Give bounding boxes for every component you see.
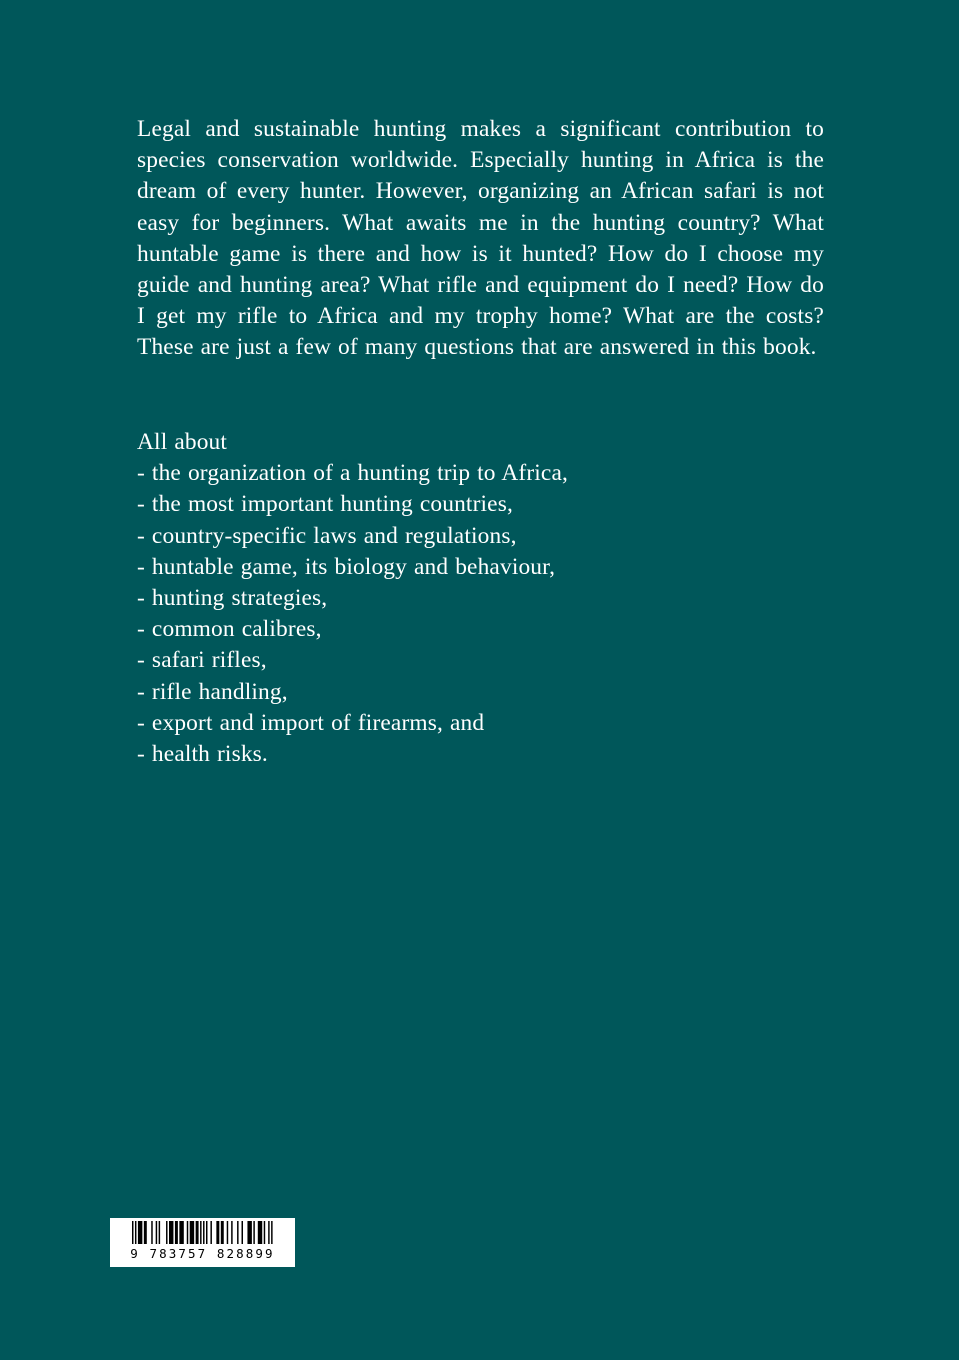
- topics-section: [137, 427, 824, 770]
- barcode-bar: [247, 1221, 251, 1244]
- barcode-bar: [221, 1221, 224, 1244]
- topic-item: - huntable game, its biology and behaviour,: [137, 553, 556, 580]
- barcode-bar: [231, 1221, 232, 1244]
- topic-item: - export and import of firearms, and: [137, 709, 485, 736]
- barcode-bar: [151, 1221, 152, 1244]
- barcode-bar: [258, 1221, 262, 1244]
- topic-item: - rifle handling,: [137, 678, 288, 705]
- barcode-bar: [253, 1221, 254, 1244]
- barcode-bar: [169, 1221, 173, 1244]
- topics-intro: All about: [137, 429, 228, 455]
- barcode-bar: [242, 1221, 243, 1244]
- barcode-bar: [187, 1221, 188, 1244]
- topic-item: - safari rifles,: [137, 647, 267, 674]
- topic-item: - the most important hunting countries,: [137, 491, 513, 518]
- barcode-bar: [159, 1221, 160, 1244]
- topic-item: - country-specific laws and regulations,: [137, 522, 517, 549]
- blurb-paragraph: Legal and sustainable hunting makes a significant contribution to species conservation worldwide. Especially hunting in Africa is the dream of every hunter. However, organizing an African safari is not easy for beginners. What awaits me in the hunting country? What huntable game is there and how is it hunted? How do I choose my guide and hunting area? What rifle and equipment do I need? How do I get my rifle to Africa and my trophy home? What are the costs? These are just a few of many questions that are answered in this book.: [137, 116, 824, 361]
- barcode-bar: [190, 1221, 194, 1244]
- topic-item: - common calibres,: [137, 616, 322, 643]
- topic-item: - health risks.: [137, 741, 268, 768]
- barcode-bar: [138, 1221, 142, 1244]
- barcode-bar: [206, 1221, 207, 1244]
- barcode-bar: [179, 1221, 183, 1244]
- isbn-barcode: [110, 1218, 295, 1267]
- barcode-bar: [268, 1221, 269, 1244]
- isbn-digits: 9 783757 828899: [130, 1246, 275, 1261]
- barcode-bar: [237, 1221, 238, 1244]
- barcode-bar: [216, 1221, 219, 1244]
- barcode-bar: [166, 1221, 167, 1244]
- barcode-bar: [210, 1221, 211, 1244]
- barcode-bar: [196, 1221, 199, 1244]
- barcode-bar: [175, 1221, 178, 1244]
- barcode-bar: [264, 1221, 265, 1244]
- topics-list: [137, 458, 824, 770]
- barcode-bar: [200, 1221, 201, 1244]
- barcode-bar: [203, 1221, 204, 1244]
- barcode-bar: [271, 1221, 272, 1244]
- barcode-bar: [156, 1221, 157, 1244]
- barcode-bar: [144, 1221, 147, 1244]
- topic-item: - the organization of a hunting trip to Africa,: [137, 460, 568, 487]
- topic-item: - hunting strategies,: [137, 585, 328, 612]
- barcode-bar: [132, 1221, 133, 1244]
- barcode-bar: [227, 1221, 228, 1244]
- barcode-bar: [135, 1221, 136, 1244]
